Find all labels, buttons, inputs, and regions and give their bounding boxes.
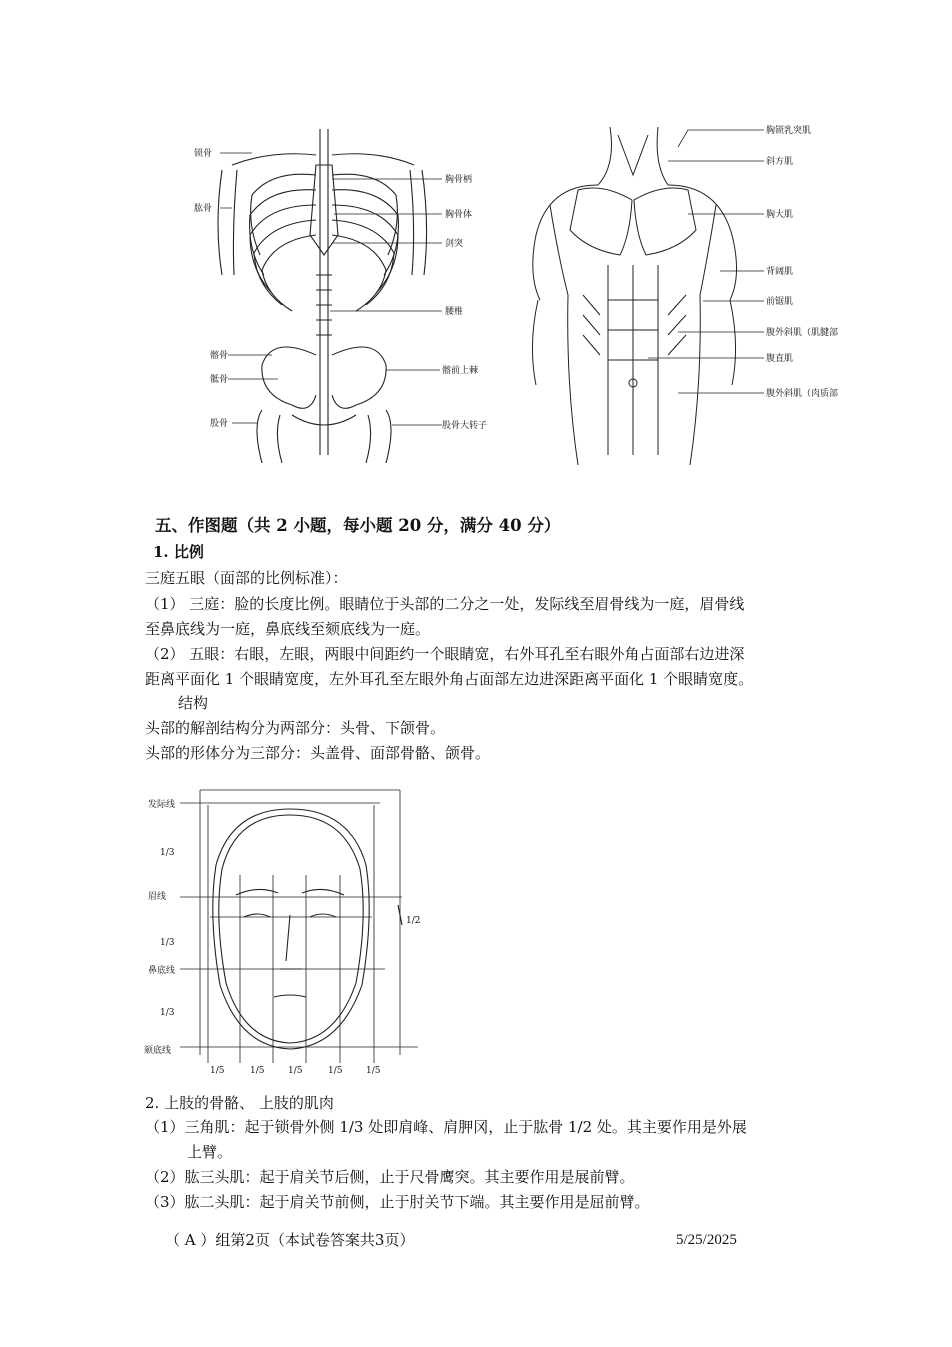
face-proportion-figure	[140, 785, 425, 1080]
label-oblique-tendon: 腹外斜肌（肌腱部	[766, 328, 838, 338]
face-fifth-2: 1/5	[250, 1066, 265, 1076]
muscle-figure	[528, 125, 838, 465]
label-scm: 胸锁乳突肌	[766, 126, 812, 136]
label-trapezius: 斜方肌	[766, 157, 794, 167]
q1-struct-line2: 头部的形体分为三部分：头盖骨、面部骨骼、颌骨。	[145, 744, 491, 762]
label-asis: 髂前上棘	[442, 366, 479, 376]
label-rectus: 腹直肌	[766, 354, 794, 364]
q2-item1-line2: 上臂。	[187, 1143, 233, 1161]
label-clavicle: 锁骨	[194, 149, 213, 159]
q2-item3: （3）肱二头肌：起于肩关节前侧，止于肘关节下端。其主要作用是屈前臂。	[145, 1193, 650, 1211]
face-fifth-1: 1/5	[210, 1066, 225, 1076]
label-lumbar: 腰椎	[445, 307, 464, 317]
label-greater-trochanter: 股骨大转子	[442, 421, 488, 431]
q1-p1-line1: （1） 三庭：脸的长度比例。眼睛位于头部的二分之一处，发际线至眉骨线为一庭，眉骨线	[145, 595, 745, 613]
face-fifth-5: 1/5	[366, 1066, 381, 1076]
q2-heading: 2. 上肢的骨骼、 上肢的肌肉	[145, 1094, 334, 1112]
face-label-chin: 颏底线	[144, 1046, 172, 1056]
q2-item1-line1: （1）三角肌：起于锁骨外侧 1/3 处即肩峰、肩胛冈，止于肱骨 1/2 处。其主要作用是外展	[145, 1118, 747, 1136]
footer-date: 5/25/2025	[676, 1232, 737, 1248]
face-label-nose-base: 鼻底线	[148, 966, 176, 976]
section-title: 五、作图题（共 2 小题，每小题 20 分，满分 40 分）	[155, 516, 561, 535]
face-fifth-4: 1/5	[328, 1066, 343, 1076]
face-label-brow: 眉线	[148, 892, 167, 902]
q1-struct-line1: 头部的解剖结构分为两部分：头骨、下颌骨。	[145, 719, 446, 737]
label-serratus: 前锯肌	[766, 297, 794, 307]
label-oblique-fleshy: 腹外斜肌（肉质部	[766, 389, 838, 399]
face-fifth-3: 1/5	[288, 1066, 303, 1076]
face-label-third-1: 1/3	[160, 848, 175, 858]
q1-structure: 结构	[178, 694, 209, 712]
label-ilium: 髂骨	[210, 351, 229, 361]
label-manubrium: 胸骨柄	[445, 175, 473, 185]
face-label-third-2: 1/3	[160, 938, 175, 948]
q1-intro: 三庭五眼（面部的比例标准）：	[145, 569, 348, 587]
q2-item2: （2）肱三头肌：起于肩关节后侧，止于尺骨鹰突。其主要作用是展前臂。	[145, 1168, 635, 1186]
footer-page-info: （ A ）组第2页（本试卷答案共3页）	[165, 1231, 415, 1249]
q1-p1-line2: 至鼻底线为一庭，鼻底线至颏底线为一庭。	[145, 620, 431, 638]
face-label-hairline: 发际线	[148, 800, 176, 810]
label-sacrum: 骶骨	[210, 375, 229, 385]
q1-p2-line2: 距离平面化 1 个眼睛宽度，左外耳孔至左眼外角占面部左边进深距离平面化 1 个眼睛宽度。	[145, 670, 754, 688]
label-latissimus: 背阔肌	[766, 267, 794, 277]
label-femur: 股骨	[210, 419, 229, 429]
face-label-half: 1/2	[406, 916, 421, 926]
face-label-third-3: 1/3	[160, 1008, 175, 1018]
label-sternum-body: 胸骨体	[445, 210, 473, 220]
skeleton-figure	[192, 125, 504, 463]
q1-heading: 1. 比例	[153, 543, 204, 561]
label-xiphoid: 剑突	[445, 239, 464, 249]
label-pectoralis: 胸大肌	[766, 210, 794, 220]
label-humerus: 肱骨	[194, 204, 213, 214]
q1-p2-line1: （2） 五眼：右眼，左眼，两眼中间距约一个眼睛宽，右外耳孔至右眼外角占面部右边进深	[145, 645, 745, 663]
